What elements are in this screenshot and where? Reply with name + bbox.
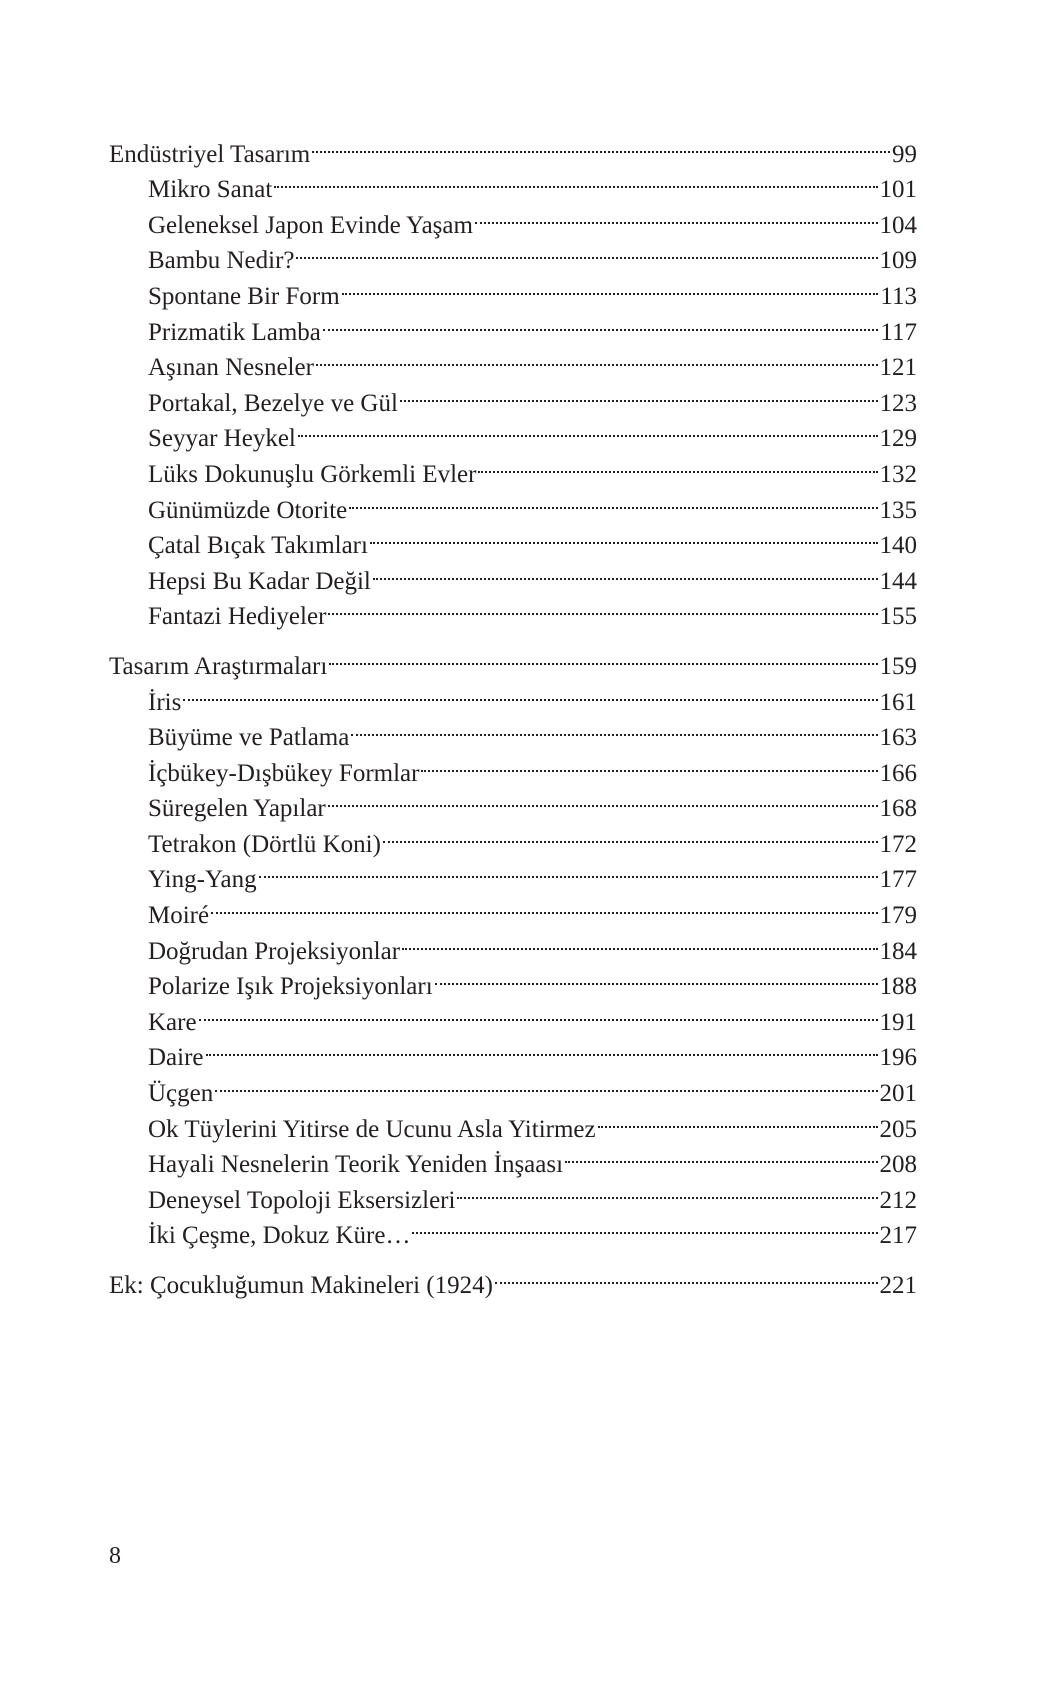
dot-leader — [211, 887, 877, 923]
toc-entry-page: 121 — [879, 354, 917, 382]
toc-entry-title: Mikro Sanat — [148, 176, 273, 204]
toc-entry-title: Günümüzde Otorite — [148, 496, 348, 524]
toc-entry-title: Süregelen Yapılar — [148, 795, 326, 823]
toc-entry-title: İçbükey-Dışbükey Formlar — [148, 759, 420, 787]
dot-leader — [298, 411, 878, 447]
toc-entry-page: 196 — [879, 1044, 917, 1072]
toc-entry-page: 117 — [880, 318, 917, 346]
page-number: 8 — [109, 1543, 121, 1569]
toc-entry-title: Aşınan Nesneler — [148, 354, 314, 382]
toc-entry-title: Tasarım Araştırmaları — [109, 652, 328, 680]
toc-subentry-row — [109, 710, 917, 752]
dot-leader — [342, 268, 879, 304]
toc-entry-page: 155 — [879, 603, 917, 631]
toc-entry-title: Geleneksel Japon Evinde Yaşam — [148, 211, 473, 239]
toc-section — [109, 638, 917, 1250]
dot-leader — [316, 340, 878, 376]
dot-leader — [565, 1137, 877, 1173]
toc-entry-page: 205 — [879, 1115, 917, 1143]
toc-entry-title: Moiré — [148, 902, 210, 930]
toc-subentry-row — [109, 994, 917, 1036]
toc-entry-page: 132 — [879, 460, 917, 488]
toc-chapter-row — [109, 1257, 917, 1299]
toc-entry-title: Bambu Nedir? — [148, 247, 295, 275]
toc-entry-page: 99 — [892, 140, 917, 168]
toc-entry-title: Doğrudan Projeksiyonlar — [148, 937, 401, 965]
toc-entry-page: 123 — [879, 389, 917, 417]
toc-entry-page: 184 — [879, 937, 917, 965]
table-of-contents — [109, 126, 917, 1307]
toc-entry-page: 188 — [879, 973, 917, 1001]
dot-leader — [328, 781, 878, 817]
toc-entry-page: 172 — [879, 830, 917, 858]
toc-entry-page: 101 — [879, 176, 917, 204]
dot-leader — [495, 1257, 878, 1293]
toc-entry-page: 129 — [879, 425, 917, 453]
dot-leader — [475, 197, 878, 233]
toc-entry-title: Lüks Dokunuşlu Görkemli Evler — [148, 460, 477, 488]
toc-entry-page: 144 — [879, 567, 917, 595]
toc-entry-page: 113 — [880, 282, 917, 310]
toc-entry-page: 191 — [879, 1008, 917, 1036]
toc-entry-page: 166 — [879, 759, 917, 787]
dot-leader — [312, 126, 890, 162]
toc-entry-page: 109 — [879, 247, 917, 275]
toc-entry-page: 104 — [879, 211, 917, 239]
toc-entry-title: Tetrakon (Dörtlü Koni) — [148, 830, 381, 858]
toc-entry-page: 161 — [879, 688, 917, 716]
toc-entry-title: Üçgen — [148, 1080, 214, 1108]
toc-entry-title: Portakal, Bezelye ve Gül — [148, 389, 398, 417]
toc-entry-title: Deneysel Topoloji Eksersizleri — [148, 1186, 456, 1214]
dot-leader — [383, 816, 878, 852]
dot-leader — [274, 162, 877, 198]
dot-leader — [351, 710, 877, 746]
toc-entry-page: 179 — [879, 902, 917, 930]
toc-entry-title: Fantazi Hediyeler — [148, 603, 327, 631]
toc-entry-title: İki Çeşme, Dokuz Küre… — [148, 1222, 411, 1250]
dot-leader — [402, 923, 877, 959]
dot-leader — [328, 589, 877, 625]
toc-entry-title: Ying-Yang — [148, 866, 257, 894]
toc-subentry-row — [109, 1030, 917, 1072]
toc-entry-page: 221 — [879, 1272, 917, 1299]
toc-entry-title: Ek: Çocukluğumun Makineleri (1924) — [109, 1272, 493, 1299]
toc-entry-title: Endüstriyel Tasarım — [109, 140, 311, 168]
toc-entry-title: Polarize Işık Projeksiyonları — [148, 973, 433, 1001]
dot-leader — [435, 959, 878, 995]
toc-entry-title: Spontane Bir Form — [148, 282, 340, 310]
toc-entry-title: Daire — [148, 1044, 204, 1072]
toc-entry-page: 168 — [879, 795, 917, 823]
toc-entry-title: İris — [148, 688, 182, 716]
toc-entry-title: Büyüme ve Patlama — [148, 724, 350, 752]
toc-entry-page: 217 — [879, 1222, 917, 1250]
toc-subentry-row — [109, 1065, 917, 1108]
toc-chapter-row — [109, 638, 917, 680]
toc-entry-page: 135 — [879, 496, 917, 524]
toc-entry-title: Kare — [148, 1008, 197, 1036]
toc-section — [109, 126, 917, 631]
dot-leader — [259, 852, 878, 888]
toc-subentry-row — [109, 1101, 917, 1143]
dot-leader — [478, 446, 877, 482]
toc-entry-title: Ok Tüylerini Yitirse de Ucunu Asla Yitirmez — [148, 1115, 596, 1143]
dot-leader — [412, 1208, 877, 1244]
toc-entry-page: 208 — [879, 1151, 917, 1179]
dot-leader — [183, 674, 877, 710]
dot-leader — [400, 375, 878, 411]
toc-entry-title: Hepsi Bu Kadar Değil — [148, 567, 371, 595]
toc-subentry-row — [109, 674, 917, 716]
dot-leader — [296, 233, 877, 269]
toc-entry-page: 212 — [879, 1186, 917, 1214]
dot-leader — [373, 553, 878, 589]
toc-chapter-row — [109, 126, 917, 168]
toc-entry-title: Seyyar Heykel — [148, 425, 296, 453]
toc-subentry-row — [109, 923, 917, 965]
dot-leader — [329, 638, 877, 674]
dot-leader — [598, 1101, 878, 1137]
toc-entry-title: Prizmatik Lamba — [148, 318, 321, 346]
dot-leader — [215, 1065, 877, 1101]
toc-section — [109, 1257, 917, 1299]
dot-leader — [457, 1172, 877, 1208]
toc-entry-page: 140 — [879, 532, 917, 560]
dot-leader — [323, 304, 879, 340]
toc-subentry-row — [109, 887, 917, 930]
toc-entry-page: 163 — [879, 724, 917, 752]
toc-entry-page: 201 — [879, 1080, 917, 1108]
toc-entry-page: 177 — [879, 866, 917, 894]
dot-leader — [206, 1030, 878, 1066]
dot-leader — [199, 994, 878, 1030]
dot-leader — [349, 482, 877, 518]
dot-leader — [421, 745, 877, 781]
dot-leader — [370, 518, 878, 554]
toc-entry-title: Hayali Nesnelerin Teorik Yeniden İnşaası — [148, 1151, 564, 1179]
toc-entry-page: 159 — [879, 652, 917, 680]
toc-entry-title: Çatal Bıçak Takımları — [148, 532, 368, 560]
